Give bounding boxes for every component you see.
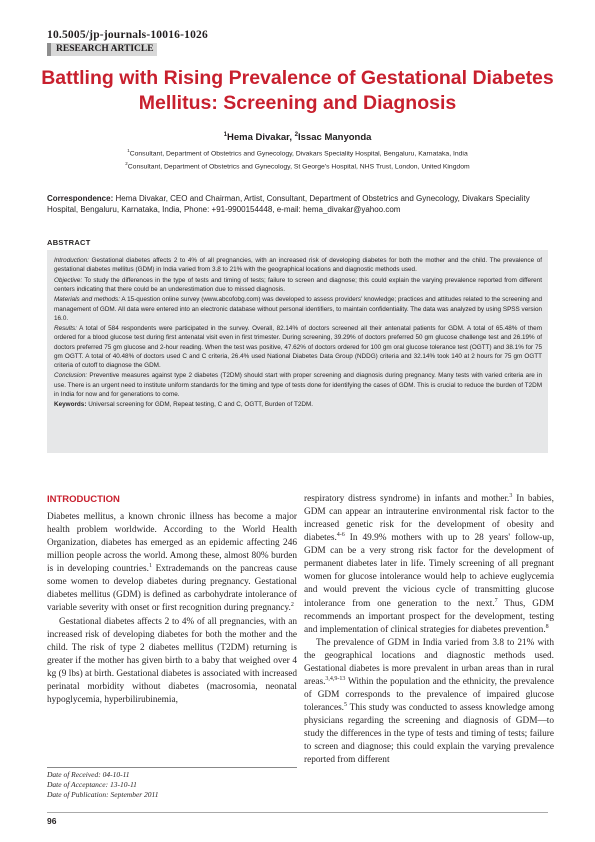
intro-r1d: Thus, GDM recommends an important prospect for the development, testing and implementation of clinical strategies for diabetes prevention.: [304, 598, 554, 635]
article-title: Battling with Rising Prevalence of Gestational Diabetes Mellitus: Screening and Diagnosis: [41, 67, 554, 114]
abstract-box: [47, 250, 548, 453]
author-2: Issac Manyonda: [298, 132, 372, 144]
abstract-results-text: A total of 584 respondents were participated in the survey. Overall, 82.14% of doctors screened all their antenatal patients for GDM. A total of 65.48% of them ordered for a blood glucose test during first antenatal visit even in first trimester. During screening, 39.29% of doctors preferred 50 gm glucose challenge test and 26.19% of doctors preferred 75 gm glucose and 2-hour reading. When the test was positive, 47.62% of doctors ordered for 100 gm oral glucose tolerance test (OGTT) and 38.1% for 75 gm OGTT. A total of 40.48% of doctors used C and C criteria, 26.4% used National Diabetes Data Group (NDDG) criteria and 32.14% took 140 at 2 hours for 75 gm OGTT criteria of cutoff to diagnose the GDM.: [54, 325, 542, 369]
affiliation-2-sup: 2: [125, 161, 128, 166]
abstract-results-label: Results:: [54, 325, 77, 333]
doi: 10.5005/jp-journals-10016-1026: [47, 29, 208, 41]
date-acceptance: Date of Acceptance: 13-10-11: [47, 780, 137, 789]
abstract-conclusion-text: Preventive measures against type 2 diabetes (T2DM) should start with proper screening and diagnosis during pregnancy. Many tests with varied criteria are in use. There is an urgent need to institute uniform standards for the timing and type of tests done for identifying the cases of GDM. This is crucial to reduce the burden of T2DM in India for now and for generations to come.: [54, 372, 542, 398]
affiliation-1-sup: 1: [127, 148, 130, 153]
intro-paragraph-2: Gestational diabetes affects 2 to 4% of all pregnancies, with an increased risk of developing diabetes for both the mother and the child. The risk of type 2 diabetes mellitus (T2DM) returning is greater if the mother has given birth to a baby that weighed over 4 kg (9 lbs) at birth. Gestational diabetes is associated with increased perinatal morbidity without diabetes (macrosomia, neonatal hypoglycemia, hyperbilirubinemia,: [47, 616, 297, 705]
abstract-methods-label: Materials and methods:: [54, 296, 120, 304]
abstract-conclusion-label: Conclusion:: [54, 372, 88, 380]
date-publication: Date of Publication: September 2011: [47, 790, 159, 799]
keywords-text: Universal screening for GDM, Repeat testing, C and C, OGTT, Burden of T2DM.: [86, 401, 314, 409]
intro-p1b: Extrademands on the pancreas cause some women to develop diabetes during pregnancy. Gestational diabetes mellitus (GDM) is defined as carbohydrate intolerance of variable severity with onset or first recognition during pregnancy.: [47, 564, 297, 614]
ref-sup: 8: [545, 623, 549, 630]
author-1-sup: 1: [223, 131, 227, 138]
ref-sup: 4-6: [336, 532, 345, 539]
abstract-methods-text: A 15-question online survey (www.abcofobg.com) was developed to assess providers' knowledge; practices and attitudes related to the screening and management of GDM. All data were entered into an electronic database without personal identifiers, to maintain confidentiality. The data was analyzed by using SPSS version 16.0.: [54, 296, 543, 322]
ref-sup: 7: [494, 597, 498, 604]
abstract-conclusion: [54, 371, 542, 398]
affiliation-2: [40, 161, 555, 170]
intro-r2a: The prevalence of GDM in India varied from 3.8 to 21% with the geographical locations and diagnostic methods used. Gestational diabetes is more prevalent in urban areas than in rural areas.: [304, 637, 554, 687]
ref-sup: 3: [509, 492, 513, 499]
affiliation-1: [40, 148, 555, 157]
intro-paragraph-1: [47, 511, 297, 616]
intro-p1a: Diabetes mellitus, a known chronic illness has become a major health problem worldwide. According to the World Health Organization, diabetes has emerged as an epidemic affecting 246 million people across the world. Among these, almost 80% burden is in developing countries.: [47, 512, 297, 575]
keywords-label: Keywords:: [54, 401, 87, 409]
abstract-heading: ABSTRACT: [47, 238, 91, 247]
introduction-heading: INTRODUCTION: [47, 494, 120, 505]
article-dates: [47, 770, 159, 800]
intro-r1a: respiratory distress syndrome) in infants and mother.: [304, 494, 510, 504]
date-received: Date of Received: 04-10-11: [47, 770, 130, 779]
intro-r2b: Within the population and the ethnicity, the prevalence of GDM corresponds to the prevalence of impaired glucose tolerances.: [304, 676, 554, 713]
affiliation-1-text: Consultant, Department of Obstetrics and Gynecology, Divakars Speciality Hospital, Bengaluru, Karnataka, India: [129, 150, 468, 158]
abstract-introduction-text: Gestational diabetes affects 2 to 4% of all pregnancies, with an increased risk of developing diabetes for both the mother and the child. The prevalence of gestational diabetes mellitus (GDM) in India varied from 3.8 to 21% with the geographical locations and diagnostic methods used.: [54, 257, 542, 274]
abstract-objective-text: To study the differences in the type of tests and timing of tests; failure to screen and diagnose; this could explain the varying prevalence reported from different centers indicating that there could be an underestimation due to missed diagnosis.: [54, 276, 542, 293]
ref-sup: 1: [148, 563, 152, 570]
footer-rule: [47, 812, 548, 813]
abstract-methods: [54, 295, 542, 322]
article-type-badge: RESEARCH ARTICLE: [47, 43, 157, 56]
author-2-sup: 2: [294, 131, 299, 138]
footnote-divider: [47, 767, 297, 768]
affiliation-2-text: Consultant, Department of Obstetrics and Gynecology, St George's Hospital, NHS Trust, London, United Kingdom: [127, 163, 470, 171]
intro-r2c: This study was conducted to assess knowledge among physicians regarding the screening and diagnosis of GDM—to study the differences in the type of tests and timing of tests; failure to screen and diagnose; this could explain the varying prevalence reported from different: [304, 703, 554, 766]
intro-paragraph-3: [304, 493, 554, 637]
intro-r1c: In 49.9% mothers with up to 28 years' follow-up, GDM can be a very strong risk factor for the development of permanent diabetes later in life. Timely screening of all pregnant women for glucose intolerance would help to achieve euglycemia and would prevent the vicious cycle of transmitting glucose intolerance from one generation to the next.: [304, 533, 554, 609]
ref-sup: 2: [290, 602, 294, 609]
ref-sup: 3,4,9-13: [325, 675, 346, 682]
abstract-results: [54, 324, 542, 370]
abstract-objective: [54, 276, 542, 294]
abstract-introduction-label: Introduction:: [54, 257, 89, 264]
page-number: 96: [47, 816, 57, 826]
author-list: [40, 131, 555, 143]
correspondence: [47, 193, 547, 215]
correspondence-label: Correspondence:: [47, 194, 114, 203]
intro-paragraph-4: [304, 637, 554, 768]
intro-r1b: In babies, GDM can appear an intrauterine environmental risk factor to the increased genetic risk for the development of obesity and diabetes.: [304, 494, 554, 544]
right-column: [304, 493, 554, 767]
abstract-objective-label: Objective:: [54, 276, 83, 284]
correspondence-text: Hema Divakar, CEO and Chairman, Artist, Consultant, Department of Obstetrics and Gynecology, Divakars Speciality Hospital, Bengaluru, Karnataka, India, Phone: +91-9900154448, e-mail: hema_divakar@yahoo.com: [47, 194, 530, 214]
abstract-keywords: [54, 400, 542, 409]
left-column: [47, 493, 297, 707]
ref-sup: 5: [344, 701, 348, 708]
author-1: Hema Divakar,: [227, 132, 295, 144]
abstract-introduction: [54, 256, 542, 274]
